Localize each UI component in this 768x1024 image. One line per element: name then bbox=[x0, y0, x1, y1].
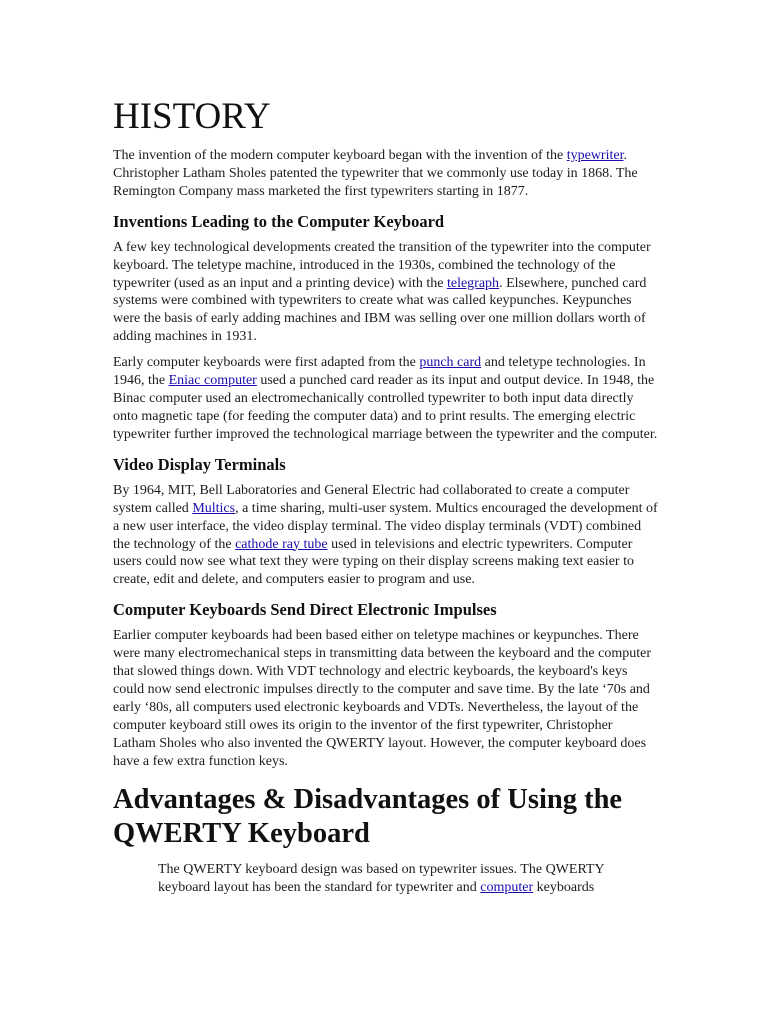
inventions-p2-text-3: used a punched card reader as its input and output device. In 1948, the Binac computer used an electromechanically controlled typewriter to both input data directly onto magnetic tape (for feeding the computer data) and to print results. The emerging electric typewriter further improved the technological marriage between the typewriter and the computer. bbox=[113, 373, 658, 442]
section-heading-inventions: Inventions Leading to the Computer Keyboard bbox=[113, 211, 445, 231]
inventions-p1-text-1: A few key technological developments created the transition of the typewriter into the computer keyboard. The teletype machine, introduced in the 1930s, combined the technology of the typewriter (used as an input and a printing device) with the bbox=[113, 239, 651, 291]
vdt-text-2: , a time sharing, multi-user system. Multics encouraged the development of a new user interface, the video display terminal. The video display terminals (VDT) combined the technology of the bbox=[113, 500, 658, 552]
advantages-text-1: The QWERTY keyboard design was based on typewriter issues. The QWERTY keyboard layout has been the standard for typewriter and bbox=[158, 861, 605, 895]
multics-link[interactable]: Multics bbox=[192, 500, 236, 516]
typewriter-link[interactable]: typewriter bbox=[566, 147, 624, 163]
section-heading-vdt: Video Display Terminals bbox=[113, 454, 286, 474]
computer-link[interactable]: computer bbox=[480, 879, 534, 895]
intro-paragraph bbox=[113, 147, 658, 201]
inventions-paragraph-2 bbox=[113, 354, 658, 444]
vdt-text-1: By 1964, MIT, Bell Laboratories and General Electric had collaborated to create a computer system called bbox=[113, 482, 630, 516]
eniac-computer-link[interactable]: Eniac computer bbox=[168, 373, 257, 389]
page-title: HISTORY bbox=[113, 96, 271, 137]
inventions-p1-text-2: . Elsewhere, punched card systems were combined with typewriters to create what was called keypunches. Keypunches were the basis of early adding machines and IBM was selling over one million dollars worth of adding machines in 1931. bbox=[113, 275, 647, 345]
punch-card-link[interactable]: punch card bbox=[419, 355, 482, 371]
advantages-paragraph bbox=[158, 861, 658, 897]
intro-text-2: . Christopher Latham Sholes patented the typewriter that we commonly use today in 1868. The Remington Company mass marketed the first typewriters starting in 1877. bbox=[113, 147, 638, 199]
document-content bbox=[113, 98, 658, 904]
section-heading-advantages: Advantages & Disadvantages of Using the QWERTY Keyboard bbox=[113, 783, 623, 849]
telegraph-link[interactable]: telegraph bbox=[446, 275, 500, 291]
intro-text-1: The invention of the modern computer keyboard began with the invention of the bbox=[113, 147, 567, 163]
vdt-text-3: used in televisions and electric typewriters. Computer users could now see what text they were typing on their display screens making text easier to create, edit and delete, and computers easier to program and use. bbox=[113, 536, 634, 588]
inventions-p2-text-1: Early computer keyboards were first adapted from the bbox=[113, 355, 420, 371]
advantages-text-2: keyboards bbox=[533, 879, 595, 895]
vdt-paragraph bbox=[113, 482, 658, 589]
cathode-ray-tube-link[interactable]: cathode ray tube bbox=[235, 536, 328, 552]
impulses-paragraph: Earlier computer keyboards had been based either on teletype machines or keypunches. There were many electromechanical steps in transmitting data between the keyboard and the computer that slowed things down. With VDT technology and electric keyboards, the keyboard's keys could now send electronic impulses directly to the computer and save time. By the late ‘70s and early ‘80s, all computers used electronic keyboards and VDTs. Nevertheless, the layout of the computer keyboard still owes its origin to the inventor of the first typewriter, Christopher Latham Sholes who also invented the QWERTY layout. However, the computer keyboard does have a few extra function keys. bbox=[113, 628, 652, 769]
section-heading-impulses: Computer Keyboards Send Direct Electronic Impulses bbox=[113, 600, 497, 620]
inventions-p2-text-2: and teletype technologies. In 1946, the bbox=[113, 355, 646, 389]
inventions-paragraph-1 bbox=[113, 239, 658, 346]
